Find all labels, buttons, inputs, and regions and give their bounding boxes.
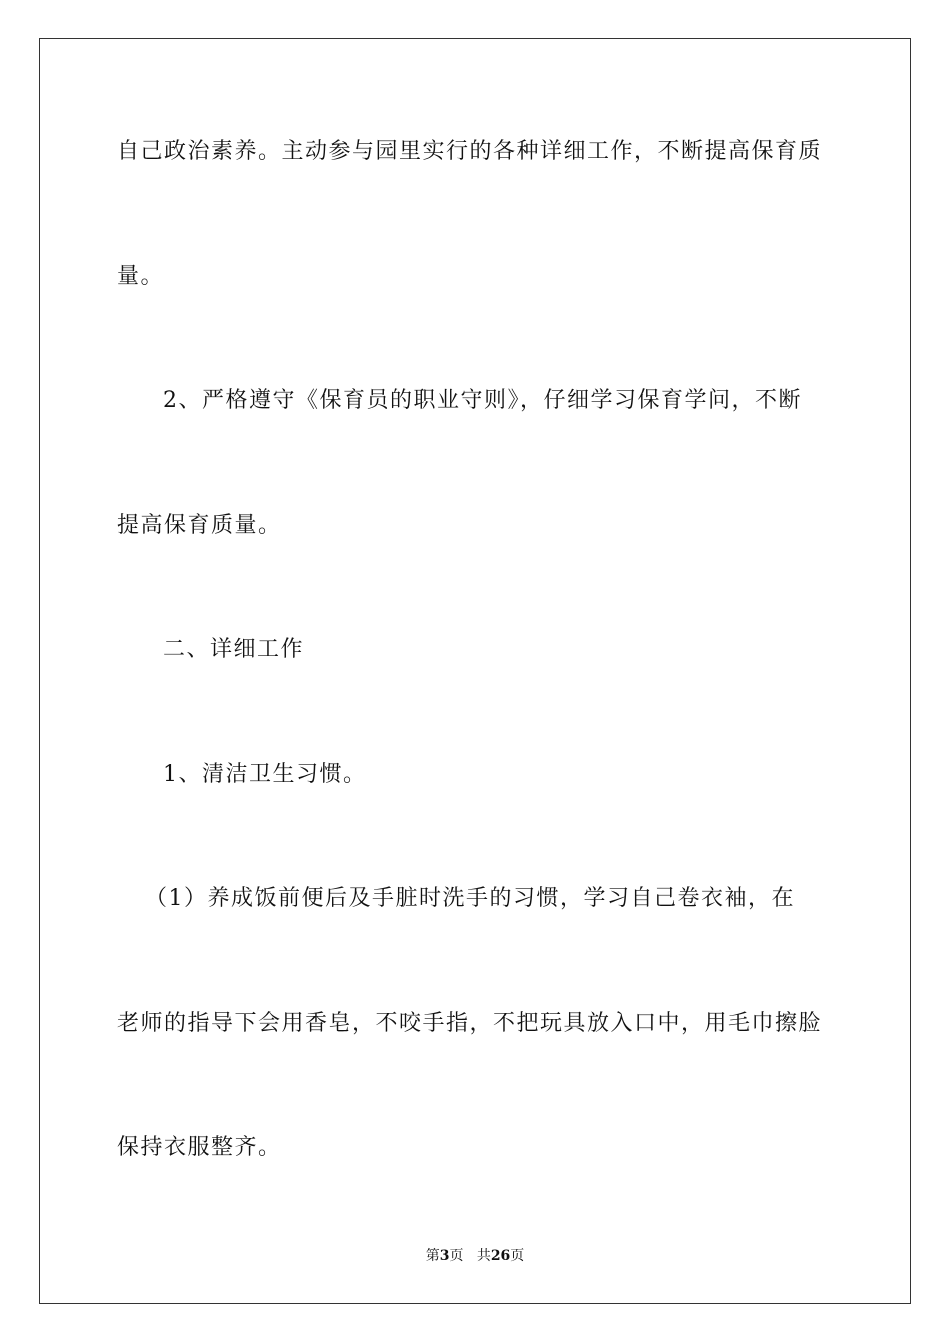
paragraph-line-3: 2、严格遵守《保育员的职业守则》，仔细学习保育学问，不断	[163, 388, 802, 413]
page-border	[39, 38, 911, 1304]
total-suffix: 页	[510, 1248, 525, 1264]
page-number: 3	[439, 1248, 450, 1264]
page-suffix: 页	[449, 1248, 464, 1264]
paragraph-line-8: 老师的指导下会用香皂，不咬手指，不把玩具放入口中，用毛巾擦脸	[117, 1011, 823, 1036]
page-footer	[0, 1246, 950, 1266]
subsection-heading: 1、清洁卫生习惯。	[163, 762, 367, 787]
section-heading: 二、详细工作	[163, 637, 305, 662]
paragraph-line-2: 量。	[117, 264, 165, 289]
total-prefix: 共	[476, 1248, 491, 1264]
page-prefix: 第	[425, 1248, 440, 1264]
paragraph-line-9: 保持衣服整齐。	[117, 1135, 282, 1160]
paragraph-line-4: 提高保育质量。	[117, 513, 282, 538]
paragraph-line-7: （1）养成饭前便后及手脏时洗手的习惯，学习自己卷衣袖，在	[145, 886, 795, 911]
paragraph-line-1: 自己政治素养。主动参与园里实行的各种详细工作，不断提高保育质	[117, 139, 823, 164]
total-pages: 26	[490, 1248, 511, 1264]
